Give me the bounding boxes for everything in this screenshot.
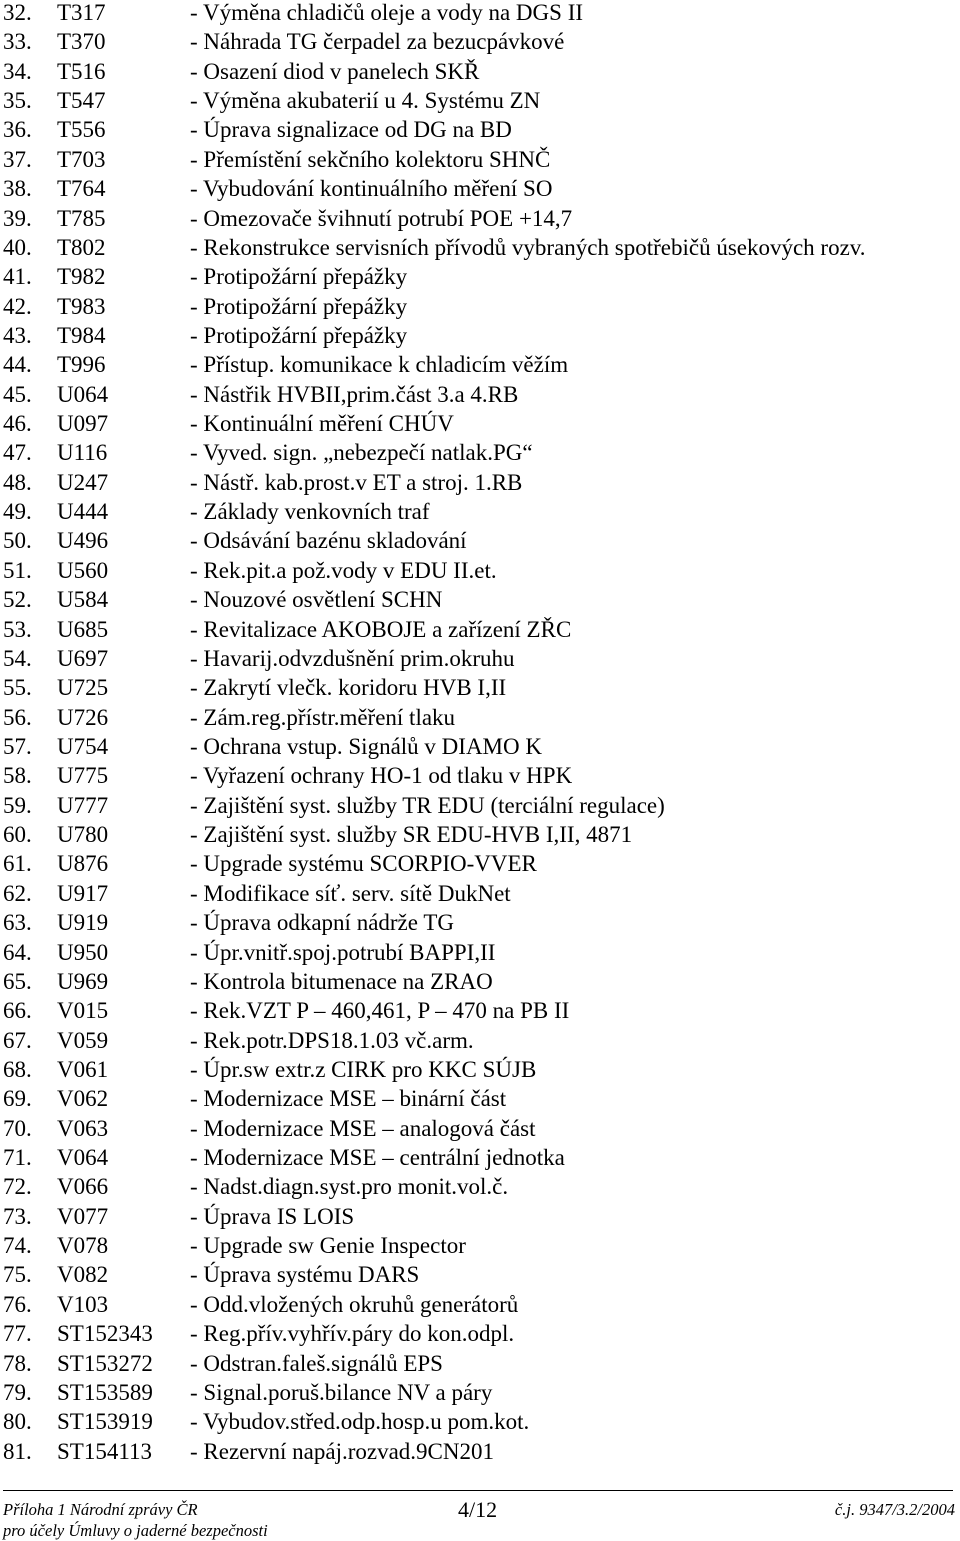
item-number: 40. <box>3 234 32 260</box>
item-number: 68. <box>3 1056 32 1082</box>
item-number: 63. <box>3 910 32 936</box>
item-number: 77. <box>3 1321 32 1347</box>
item-code: U950 <box>57 939 109 965</box>
list-item <box>0 791 960 820</box>
list-item <box>0 1114 960 1143</box>
item-code: V061 <box>57 1056 109 1082</box>
item-description: - Ochrana vstup. Signálů v DIAMO K <box>190 733 542 759</box>
item-code: U247 <box>57 469 109 495</box>
item-code: V062 <box>57 1086 109 1112</box>
item-description: - Nástř. kab.prost.v ET a stroj. 1.RB <box>190 469 523 495</box>
item-code: T370 <box>57 29 106 55</box>
item-description: - Nouzové osvětlení SCHN <box>190 587 443 613</box>
item-description: - Upgrade sw Genie Inspector <box>190 1233 466 1259</box>
item-description: - Rek.potr.DPS18.1.03 vč.arm. <box>190 1027 474 1053</box>
list-item <box>0 1026 960 1055</box>
item-number: 69. <box>3 1086 32 1112</box>
list-item <box>0 1260 960 1289</box>
list-item <box>0 1084 960 1113</box>
item-number: 75. <box>3 1262 32 1288</box>
item-code: V064 <box>57 1145 109 1171</box>
list-item <box>0 703 960 732</box>
item-code: V059 <box>57 1027 109 1053</box>
item-description: - Přemístění sekčního kolektoru SHNČ <box>190 146 551 172</box>
item-code: V063 <box>57 1115 109 1141</box>
item-description: - Úprava odkapní nádrže TG <box>190 910 454 936</box>
item-number: 37. <box>3 146 32 172</box>
item-code: ST153919 <box>57 1409 153 1435</box>
item-code: ST154113 <box>57 1438 152 1464</box>
item-number: 74. <box>3 1233 32 1259</box>
item-description: - Vyved. sign. „nebezpečí natlak.PG“ <box>190 440 533 466</box>
item-description: - Protipožární přepážky <box>190 264 408 290</box>
item-code: U725 <box>57 675 109 701</box>
item-description: - Havarij.odvzdušnění prim.okruhu <box>190 645 515 671</box>
item-description: - Přístup. komunikace k chladicím věžím <box>190 352 569 378</box>
item-description: - Zakrytí vlečk. koridoru HVB I,II <box>190 675 507 701</box>
item-description: - Nadst.diagn.syst.pro monit.vol.č. <box>190 1174 509 1200</box>
list-item <box>0 1349 960 1378</box>
list-item <box>0 115 960 144</box>
item-description: - Odd.vložených okruhů generátorů <box>190 1291 519 1317</box>
footer-row-1 <box>3 1497 955 1522</box>
list-item <box>0 1378 960 1407</box>
item-code: U775 <box>57 763 109 789</box>
item-description: - Výměna chladičů oleje a vody na DGS II <box>190 0 584 25</box>
item-code: U697 <box>57 645 109 671</box>
list-item <box>0 1290 960 1319</box>
item-description: - Kontinuální měření CHÚV <box>190 411 454 437</box>
item-code: T802 <box>57 234 106 260</box>
item-code: V082 <box>57 1262 109 1288</box>
list-item <box>0 585 960 614</box>
item-number: 66. <box>3 998 32 1024</box>
item-number: 35. <box>3 88 32 114</box>
item-description: - Protipožární přepážky <box>190 293 408 319</box>
item-description: - Protipožární přepážky <box>190 322 408 348</box>
item-code: U685 <box>57 616 109 642</box>
item-description: - Zám.reg.přístr.měření tlaku <box>190 704 456 730</box>
item-code: T785 <box>57 205 106 231</box>
list-item <box>0 1143 960 1172</box>
item-description: - Osazení diod v panelech SKŘ <box>190 58 480 84</box>
list-item <box>0 409 960 438</box>
item-number: 39. <box>3 205 32 231</box>
item-code: T703 <box>57 146 106 172</box>
item-number: 45. <box>3 381 32 407</box>
list-item <box>0 1231 960 1260</box>
item-description: - Revitalizace AKOBOJE a zařízení ZŘC <box>190 616 572 642</box>
item-number: 62. <box>3 880 32 906</box>
list-item <box>0 145 960 174</box>
item-number: 79. <box>3 1379 32 1405</box>
item-number: 49. <box>3 499 32 525</box>
list-item <box>0 732 960 761</box>
item-number: 61. <box>3 851 32 877</box>
list-item <box>0 996 960 1025</box>
list-item <box>0 1202 960 1231</box>
item-number: 73. <box>3 1203 32 1229</box>
list-item <box>0 1407 960 1436</box>
item-number: 67. <box>3 1027 32 1053</box>
list-item <box>0 1437 960 1466</box>
list-item <box>0 761 960 790</box>
item-number: 65. <box>3 968 32 994</box>
item-number: 42. <box>3 293 32 319</box>
item-description: - Zajištění syst. služby SR EDU-HVB I,II, 4871 <box>190 822 633 848</box>
item-number: 50. <box>3 528 32 554</box>
list-item <box>0 233 960 262</box>
item-description: - Úprava signalizace od DG na BD <box>190 117 512 143</box>
item-description: - Úprava IS LOIS <box>190 1203 355 1229</box>
footer-report-title: Příloha 1 Národní zprávy ČR <box>3 1500 198 1519</box>
item-code: V103 <box>57 1291 109 1317</box>
list-item <box>0 86 960 115</box>
item-number: 58. <box>3 763 32 789</box>
item-code: T984 <box>57 322 106 348</box>
item-number: 36. <box>3 117 32 143</box>
item-code: U917 <box>57 880 109 906</box>
item-number: 60. <box>3 822 32 848</box>
list-item <box>0 820 960 849</box>
item-number: 47. <box>3 440 32 466</box>
item-number: 48. <box>3 469 32 495</box>
item-number: 76. <box>3 1291 32 1317</box>
list-item <box>0 0 960 27</box>
item-code: U919 <box>57 910 109 936</box>
item-description: - Rekonstrukce servisních přívodů vybraných spotřebičů úsekových rozv. <box>190 234 866 260</box>
item-code: T996 <box>57 352 106 378</box>
item-number: 56. <box>3 704 32 730</box>
item-description: - Kontrola bitumenace na ZRAO <box>190 968 493 994</box>
list-item <box>0 644 960 673</box>
footer-divider <box>3 1490 953 1491</box>
footer-row-2 <box>3 1521 955 1541</box>
list-item <box>0 497 960 526</box>
item-code: V015 <box>57 998 109 1024</box>
list-item <box>0 380 960 409</box>
list-item <box>0 57 960 86</box>
list-item <box>0 262 960 291</box>
item-number: 33. <box>3 29 32 55</box>
item-code: U777 <box>57 792 109 818</box>
item-code: U876 <box>57 851 109 877</box>
item-code: U116 <box>57 440 108 466</box>
item-code: T317 <box>57 0 106 25</box>
item-description: - Reg.přív.vyhřív.páry do kon.odpl. <box>190 1321 515 1347</box>
list-item <box>0 1319 960 1348</box>
item-number: 55. <box>3 675 32 701</box>
list-item <box>0 938 960 967</box>
item-number: 54. <box>3 645 32 671</box>
item-description: - Zajištění syst. služby TR EDU (terciální regulace) <box>190 792 665 818</box>
item-number: 70. <box>3 1115 32 1141</box>
item-number: 53. <box>3 616 32 642</box>
item-code: T516 <box>57 58 106 84</box>
item-number: 32. <box>3 0 32 25</box>
item-number: 57. <box>3 733 32 759</box>
item-code: V078 <box>57 1233 109 1259</box>
item-description: - Nástřik HVBII,prim.část 3.a 4.RB <box>190 381 519 407</box>
item-description: - Výměna akubaterií u 4. Systému ZN <box>190 88 541 114</box>
item-number: 72. <box>3 1174 32 1200</box>
item-code: U726 <box>57 704 109 730</box>
item-code: U560 <box>57 557 109 583</box>
list-item <box>0 174 960 203</box>
item-code: T764 <box>57 176 106 202</box>
list-item <box>0 526 960 555</box>
item-description: - Modifikace síť. serv. sítě DukNet <box>190 880 511 906</box>
list-item <box>0 1055 960 1084</box>
item-number: 59. <box>3 792 32 818</box>
item-description: - Vybudov.střed.odp.hosp.u pom.kot. <box>190 1409 530 1435</box>
item-description: - Úpr.sw extr.z CIRK pro KKC SÚJB <box>190 1056 537 1082</box>
item-description: - Modernizace MSE – binární část <box>190 1086 507 1112</box>
reference-number: č.j. 9347/3.2/2004 <box>834 1500 955 1519</box>
item-code: V066 <box>57 1174 109 1200</box>
item-number: 44. <box>3 352 32 378</box>
item-number: 78. <box>3 1350 32 1376</box>
item-number: 38. <box>3 176 32 202</box>
item-number: 52. <box>3 587 32 613</box>
item-code: U064 <box>57 381 109 407</box>
item-code: U969 <box>57 968 109 994</box>
list-item <box>0 849 960 878</box>
item-number: 71. <box>3 1145 32 1171</box>
item-code: ST153272 <box>57 1350 153 1376</box>
item-description: - Náhrada TG čerpadel za bezucpávkové <box>190 29 565 55</box>
item-description: - Modernizace MSE – analogová část <box>190 1115 536 1141</box>
list-item <box>0 1172 960 1201</box>
item-description: - Základy venkovních traf <box>190 499 430 525</box>
footer-subtitle: pro účely Úmluvy o jaderné bezpečnosti <box>3 1521 268 1540</box>
list-item <box>0 438 960 467</box>
item-code: U444 <box>57 499 109 525</box>
list-item <box>0 615 960 644</box>
item-code: U097 <box>57 411 109 437</box>
item-description: - Omezovače švihnutí potrubí POE +14,7 <box>190 205 573 231</box>
item-code: T983 <box>57 293 106 319</box>
item-code: U754 <box>57 733 109 759</box>
item-number: 46. <box>3 411 32 437</box>
list-item <box>0 204 960 233</box>
list-item <box>0 673 960 702</box>
list-item <box>0 321 960 350</box>
list-item <box>0 468 960 497</box>
item-description: - Úpr.vnitř.spoj.potrubí BAPPI,II <box>190 939 496 965</box>
item-description: - Vybudování kontinuálního měření SO <box>190 176 553 202</box>
list-item <box>0 27 960 56</box>
list-item <box>0 967 960 996</box>
item-code: V077 <box>57 1203 109 1229</box>
item-code: U496 <box>57 528 109 554</box>
item-description: - Modernizace MSE – centrální jednotka <box>190 1145 565 1171</box>
item-description: - Úprava systému DARS <box>190 1262 420 1288</box>
list-item <box>0 879 960 908</box>
item-number: 43. <box>3 322 32 348</box>
item-number: 34. <box>3 58 32 84</box>
item-number: 80. <box>3 1409 32 1435</box>
item-code: U780 <box>57 822 109 848</box>
item-description: - Rek.pit.a pož.vody v EDU II.et. <box>190 557 497 583</box>
item-description: - Vyřazení ochrany HO-1 od tlaku v HPK <box>190 763 573 789</box>
item-description: - Signal.poruš.bilance NV a páry <box>190 1379 493 1405</box>
list-item <box>0 292 960 321</box>
item-description: - Rezervní napáj.rozvad.9CN201 <box>190 1438 495 1464</box>
item-number: 64. <box>3 939 32 965</box>
item-code: U584 <box>57 587 109 613</box>
item-code: ST152343 <box>57 1321 153 1347</box>
item-description: - Rek.VZT P – 460,461, P – 470 na PB II <box>190 998 570 1024</box>
item-code: ST153589 <box>57 1379 153 1405</box>
item-code: T982 <box>57 264 106 290</box>
list-item <box>0 350 960 379</box>
item-code: T547 <box>57 88 106 114</box>
list-item <box>0 908 960 937</box>
item-number: 51. <box>3 557 32 583</box>
item-description: - Odstran.faleš.signálů EPS <box>190 1350 443 1376</box>
page-number: 4/12 <box>458 1497 498 1522</box>
item-number: 41. <box>3 264 32 290</box>
item-description: - Upgrade systému SCORPIO-VVER <box>190 851 537 877</box>
item-number: 81. <box>3 1438 32 1464</box>
list-item <box>0 556 960 585</box>
item-description: - Odsávání bazénu skladování <box>190 528 467 554</box>
item-code: T556 <box>57 117 106 143</box>
